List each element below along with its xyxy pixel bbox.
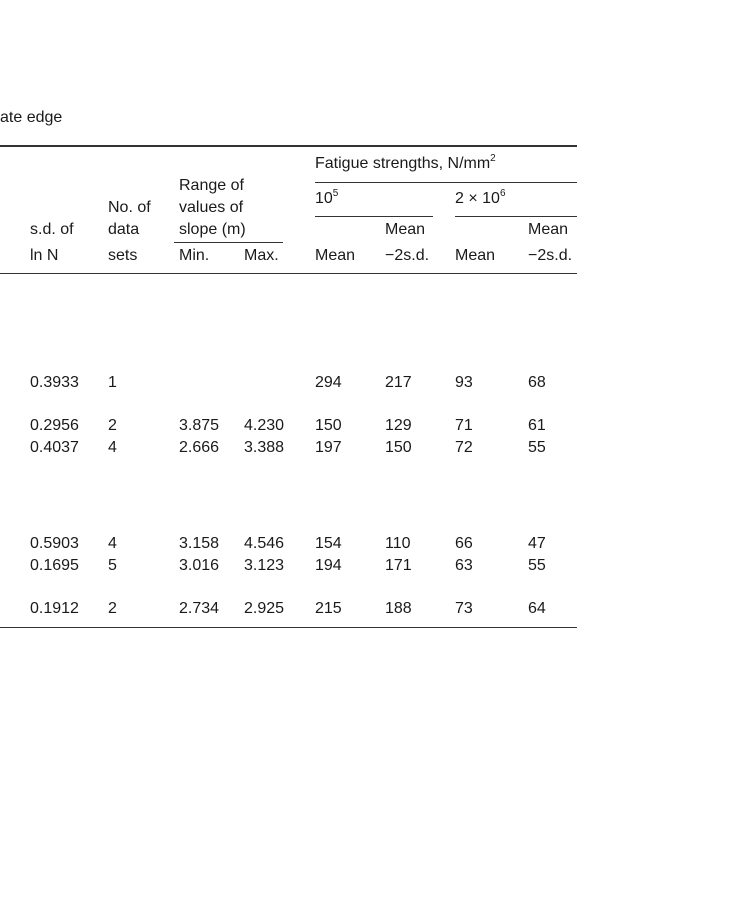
cell-mean6: 73 <box>455 600 473 617</box>
header-fatigue-strengths: Fatigue strengths, $N/mm^2$ <box>315 153 496 172</box>
header-mean2sd-1e5-bottom: −2s.d. <box>385 247 430 264</box>
cell-m2sd6: 55 <box>528 439 546 456</box>
cell-n: 2 <box>108 600 117 617</box>
cell-max: 4.230 <box>244 417 285 434</box>
cell-sd: 0.2956 <box>30 417 79 434</box>
cell-mean5: 215 <box>315 600 342 617</box>
cell-mean6: 72 <box>455 439 473 456</box>
cell-mean6: 93 <box>455 374 473 391</box>
header-mean2sd-2e6-top: Mean <box>528 221 569 238</box>
header-mean2sd-1e5-top: Mean <box>385 221 426 238</box>
header-mean-1e5: Mean <box>315 247 356 264</box>
header-min: Min. <box>179 247 210 264</box>
cell-max: 3.123 <box>244 557 285 574</box>
table-caption-fragment: ate edge <box>0 109 63 126</box>
cell-mean6: 63 <box>455 557 473 574</box>
header-sets: sets <box>108 247 138 264</box>
table-top-rule <box>0 145 577 147</box>
cell-mean5: 294 <box>315 374 342 391</box>
cell-m2sd6: 61 <box>528 417 546 434</box>
cell-min: 3.016 <box>179 557 220 574</box>
header-data: data <box>108 221 140 238</box>
cell-m2sd5: 129 <box>385 417 412 434</box>
cell-m2sd6: 47 <box>528 535 546 552</box>
cell-mean5: 197 <box>315 439 342 456</box>
header-sd-of: s.d. of <box>30 221 74 238</box>
header-max: Max. <box>244 247 279 264</box>
cell-mean5: 154 <box>315 535 342 552</box>
cell-mean5: 150 <box>315 417 342 434</box>
header-mean-2e6: Mean <box>455 247 496 264</box>
table-bottom-rule <box>0 627 577 628</box>
header-1e5: $10^5$ <box>315 188 339 207</box>
cell-mean6: 71 <box>455 417 473 434</box>
header-1e5-underline <box>315 216 433 217</box>
cell-m2sd5: 188 <box>385 600 412 617</box>
cell-m2sd5: 150 <box>385 439 412 456</box>
cell-max: 2.925 <box>244 600 285 617</box>
cell-n: 4 <box>108 535 117 552</box>
cell-m2sd5: 110 <box>385 535 411 552</box>
cell-min: 2.734 <box>179 600 220 617</box>
cell-n: 4 <box>108 439 117 456</box>
header-bottom-rule <box>0 273 577 274</box>
cell-sd: 0.1912 <box>30 600 79 617</box>
cell-n: 1 <box>108 374 117 391</box>
cell-m2sd5: 171 <box>385 557 412 574</box>
cell-min: 2.666 <box>179 439 220 456</box>
header-range-underline <box>174 242 283 243</box>
cell-m2sd6: 55 <box>528 557 546 574</box>
cell-m2sd5: 217 <box>385 374 412 391</box>
header-2e6-underline <box>455 216 577 217</box>
cell-min: 3.158 <box>179 535 220 552</box>
cell-m2sd6: 68 <box>528 374 546 391</box>
header-range-line1: Range of <box>179 177 244 194</box>
cell-sd: 0.1695 <box>30 557 79 574</box>
cell-mean5: 194 <box>315 557 342 574</box>
header-2e6: $2 \times 10^6$ <box>455 188 506 207</box>
header-mean2sd-2e6-bottom: −2s.d. <box>528 247 573 264</box>
cell-min: 3.875 <box>179 417 220 434</box>
cell-n: 2 <box>108 417 117 434</box>
header-ln-n: ln N <box>30 247 59 264</box>
cell-sd: 0.5903 <box>30 535 79 552</box>
cell-n: 5 <box>108 557 117 574</box>
cell-max: 3.388 <box>244 439 285 456</box>
cell-sd: 0.4037 <box>30 439 79 456</box>
cell-sd: 0.3933 <box>30 374 79 391</box>
fatigue-strengths-underline <box>315 182 577 183</box>
header-no-of: No. of <box>108 199 151 216</box>
header-range-line3: slope (m) <box>179 221 246 238</box>
cell-mean6: 66 <box>455 535 473 552</box>
cell-max: 4.546 <box>244 535 285 552</box>
header-range-line2: values of <box>179 199 244 216</box>
cell-m2sd6: 64 <box>528 600 546 617</box>
